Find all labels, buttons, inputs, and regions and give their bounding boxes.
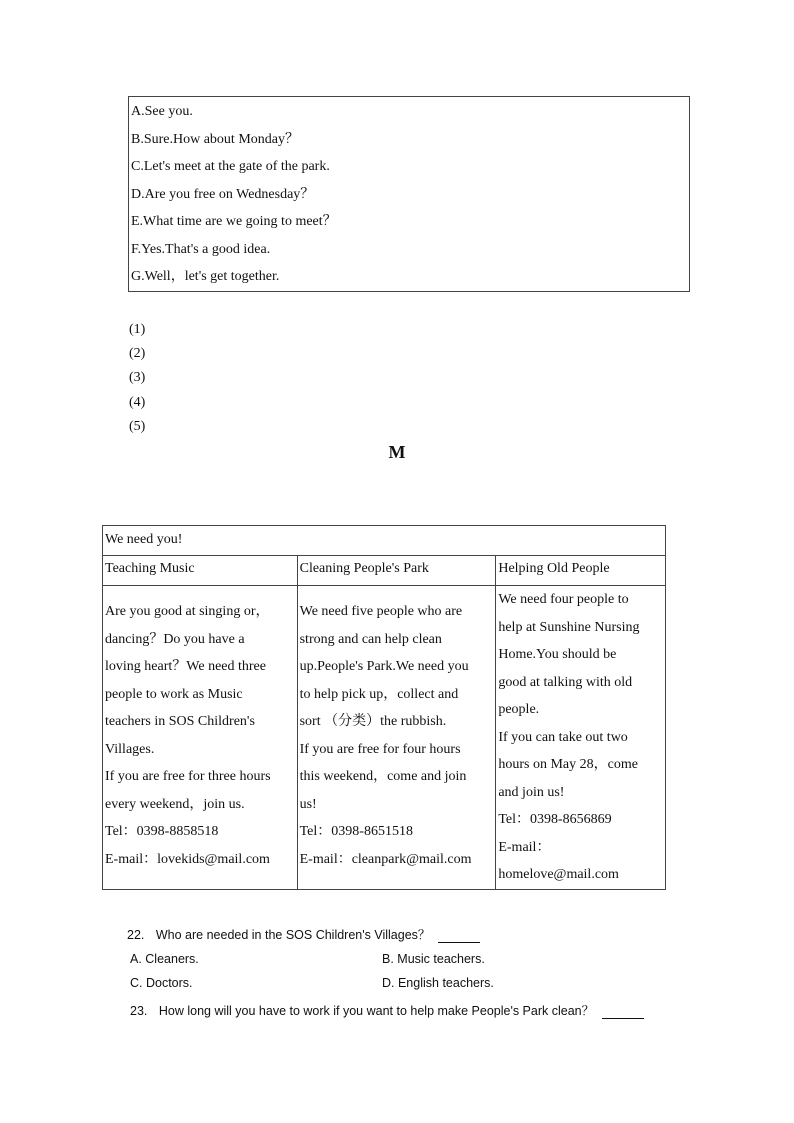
option-a: A.See you. <box>131 104 193 119</box>
header-cleaning-park: Cleaning People's Park <box>297 556 496 586</box>
blank-3: (3) <box>129 370 146 386</box>
ad-line: E-mail：cleanpark@mail.com <box>299 851 472 867</box>
ad-line: up.People's Park.We need you <box>299 659 469 674</box>
ad-line: Tel：0398-8651518 <box>299 824 413 839</box>
blank-2: (2) <box>129 346 146 362</box>
ad-line: E-mail：lovekids@mail.com <box>105 851 270 867</box>
ad-line: We need four people to <box>498 592 629 607</box>
ad-line: and join us! <box>498 784 565 800</box>
ad-line: homelove@mail.com <box>498 867 619 882</box>
ad-line: teachers in SOS Children's <box>105 714 255 729</box>
ad-line: strong and can help clean <box>299 631 442 647</box>
ad-line: hours on May 28，come <box>498 757 638 772</box>
ad-line: E-mail： <box>498 839 551 855</box>
ad-line: sort （分类）the rubbish. <box>299 714 447 729</box>
dialogue-options-box <box>128 96 690 292</box>
question-text: Who are needed in the SOS Children's Villages？ <box>155 928 431 942</box>
ad-line: If you are free for three hours <box>105 769 271 784</box>
ad-line: We need five people who are <box>299 604 463 619</box>
ad-line: Are you good at singing or， <box>105 604 270 619</box>
q22-option-c: C. Doctors. <box>130 976 193 990</box>
ad-line: help at Sunshine Nursing <box>498 619 640 635</box>
ad-line: to help pick up，collect and <box>299 686 459 702</box>
q22-option-a: A. Cleaners. <box>130 952 199 966</box>
ad-line: dancing？Do you have a <box>105 631 245 647</box>
question-22 <box>127 925 480 943</box>
blank-1: (1) <box>129 322 146 337</box>
ad-line: every weekend，join us. <box>105 796 245 812</box>
ad-line: If you are free for four hours <box>299 741 461 757</box>
ad-line: this weekend，come and join <box>299 769 467 784</box>
ad-line: us! <box>299 796 317 812</box>
question-number: 22. <box>127 928 145 942</box>
ad-teaching-music <box>103 586 298 890</box>
ad-line: If you can take out two <box>498 729 628 745</box>
header-teaching-music: Teaching Music <box>103 556 298 586</box>
ad-cleaning-park <box>297 586 496 890</box>
question-23 <box>130 1001 644 1019</box>
ad-body <box>300 586 494 873</box>
answer-blanks <box>129 320 145 441</box>
ad-line: people to work as Music <box>105 686 243 702</box>
ad-line: Tel：0398-8858518 <box>105 824 219 839</box>
ad-body <box>105 586 295 873</box>
ad-body <box>498 586 663 889</box>
ad-line: Home.You should be <box>498 647 617 662</box>
ad-line: loving heart？We need three <box>105 659 266 674</box>
option-d: D.Are you free on Wednesday？ <box>131 186 315 202</box>
section-heading: M <box>388 442 406 462</box>
question-number: 23. <box>130 1004 148 1018</box>
blank-5: (5) <box>129 418 146 434</box>
ad-line: people. <box>498 702 540 717</box>
ad-line: good at talking with old <box>498 674 633 690</box>
answer-blank-line[interactable] <box>602 1006 644 1019</box>
ad-line: Tel：0398-8656869 <box>498 812 612 827</box>
volunteer-ads-table <box>102 525 666 890</box>
answer-blank-line[interactable] <box>438 930 480 943</box>
ad-helping-old-people <box>496 586 666 890</box>
q22-option-d: D. English teachers. <box>382 976 494 990</box>
option-b: B.Sure.How about Monday？ <box>131 131 299 147</box>
q22-option-b: B. Music teachers. <box>382 952 485 966</box>
table-title: We need you! <box>103 526 666 556</box>
ad-line: Villages. <box>105 741 155 757</box>
option-e: E.What time are we going to meet？ <box>131 214 337 229</box>
header-helping-old-people: Helping Old People <box>496 556 666 586</box>
option-c: C.Let's meet at the gate of the park. <box>131 159 330 174</box>
option-f: F.Yes.That's a good idea. <box>131 241 271 257</box>
blank-4: (4) <box>129 394 146 410</box>
option-g: G.Well，let's get together. <box>131 269 280 284</box>
question-text: How long will you have to work if you want to help make People's Park clean？ <box>158 1004 595 1018</box>
